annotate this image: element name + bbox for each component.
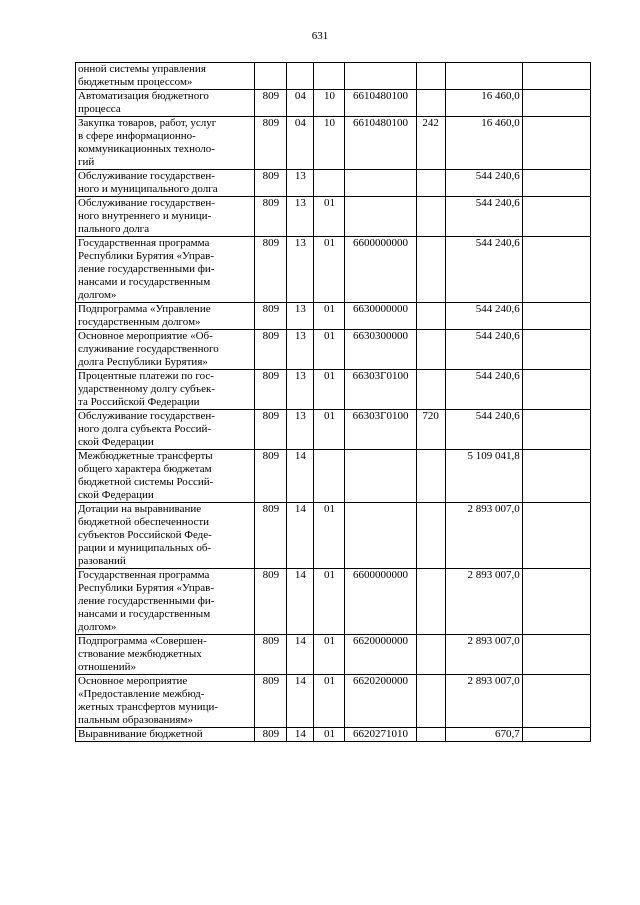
row-target-article-cell: 6610480100 xyxy=(345,90,416,117)
row-extra-cell xyxy=(522,675,590,728)
table-row xyxy=(76,170,591,197)
table-row xyxy=(76,410,591,450)
row-amount-cell: 2 893 007,0 xyxy=(445,569,522,635)
row-subsection-code-cell: 01 xyxy=(314,569,345,635)
row-name-cell: Основное мероприятие «Об- служивание государственного долга Республики Бурятия» xyxy=(76,330,255,370)
row-name-cell: Процентные платежи по гос- ударственному долгу субъек- та Российской Федерации xyxy=(76,370,255,410)
row-extra-cell xyxy=(522,635,590,675)
table-row xyxy=(76,330,591,370)
row-subsection-code-cell: 10 xyxy=(314,117,345,170)
row-name-cell: Подпрограмма «Управление государственным долгом» xyxy=(76,303,255,330)
table-row xyxy=(76,197,591,237)
row-amount-cell: 5 109 041,8 xyxy=(445,450,522,503)
row-target-article-cell: 66303Г0100 xyxy=(345,370,416,410)
row-expense-type-cell: 242 xyxy=(416,117,445,170)
row-ministry-code-cell: 809 xyxy=(255,569,287,635)
row-ministry-code-cell: 809 xyxy=(255,197,287,237)
row-target-article-cell xyxy=(345,503,416,569)
row-target-article-cell: 6620200000 xyxy=(345,675,416,728)
row-section-code-cell: 13 xyxy=(287,370,314,410)
row-amount-cell: 544 240,6 xyxy=(445,410,522,450)
row-amount-cell: 2 893 007,0 xyxy=(445,675,522,728)
row-target-article-cell: 66303Г0100 xyxy=(345,410,416,450)
table-row xyxy=(76,117,591,170)
row-amount-cell: 670,7 xyxy=(445,728,522,742)
row-target-article-cell xyxy=(345,197,416,237)
row-subsection-code-cell: 01 xyxy=(314,303,345,330)
row-amount-cell: 16 460,0 xyxy=(445,117,522,170)
row-ministry-code-cell: 809 xyxy=(255,117,287,170)
row-expense-type-cell xyxy=(416,635,445,675)
row-extra-cell xyxy=(522,410,590,450)
row-extra-cell xyxy=(522,237,590,303)
budget-table xyxy=(75,62,591,742)
row-section-code-cell: 13 xyxy=(287,197,314,237)
row-name-cell: Подпрограмма «Совершен- ствование межбюджетных отношений» xyxy=(76,635,255,675)
row-target-article-cell: 6600000000 xyxy=(345,237,416,303)
row-name-cell: Государственная программа Республики Бурятия «Управ- ление государственными фи- нансами и государственным долгом» xyxy=(76,237,255,303)
row-section-code-cell: 14 xyxy=(287,635,314,675)
table-row xyxy=(76,635,591,675)
row-extra-cell xyxy=(522,503,590,569)
row-subsection-code-cell: 01 xyxy=(314,330,345,370)
table-row xyxy=(76,503,591,569)
row-extra-cell xyxy=(522,90,590,117)
row-ministry-code-cell: 809 xyxy=(255,303,287,330)
row-amount-cell: 544 240,6 xyxy=(445,330,522,370)
table-row xyxy=(76,370,591,410)
row-ministry-code-cell: 809 xyxy=(255,410,287,450)
row-amount-cell: 544 240,6 xyxy=(445,370,522,410)
row-amount-cell: 544 240,6 xyxy=(445,303,522,330)
table-row xyxy=(76,450,591,503)
row-expense-type-cell xyxy=(416,569,445,635)
table-row xyxy=(76,90,591,117)
table-row xyxy=(76,303,591,330)
row-subsection-code-cell: 01 xyxy=(314,410,345,450)
row-subsection-code-cell: 01 xyxy=(314,503,345,569)
row-name-cell: Обслуживание государствен- ного долга субъекта Россий- ской Федерации xyxy=(76,410,255,450)
row-name-cell: онной системы управления бюджетным процессом» xyxy=(76,63,255,90)
row-target-article-cell xyxy=(345,450,416,503)
row-name-cell: Закупка товаров, работ, услуг в сфере информационно- коммуникационных техноло- гий xyxy=(76,117,255,170)
row-amount-cell: 544 240,6 xyxy=(445,237,522,303)
table-row xyxy=(76,569,591,635)
row-subsection-code-cell xyxy=(314,63,345,90)
row-expense-type-cell xyxy=(416,303,445,330)
row-name-cell: Основное мероприятие «Предоставление межбюд- жетных трансфертов муници- пальным образованиям» xyxy=(76,675,255,728)
budget-table-body xyxy=(76,63,591,742)
row-expense-type-cell xyxy=(416,503,445,569)
row-amount-cell xyxy=(445,63,522,90)
row-ministry-code-cell: 809 xyxy=(255,370,287,410)
row-section-code-cell: 14 xyxy=(287,569,314,635)
row-ministry-code-cell: 809 xyxy=(255,330,287,370)
row-amount-cell: 544 240,6 xyxy=(445,170,522,197)
row-section-code-cell: 13 xyxy=(287,303,314,330)
row-subsection-code-cell: 01 xyxy=(314,675,345,728)
row-extra-cell xyxy=(522,450,590,503)
row-section-code-cell: 13 xyxy=(287,410,314,450)
row-target-article-cell: 6600000000 xyxy=(345,569,416,635)
row-extra-cell xyxy=(522,117,590,170)
row-extra-cell xyxy=(522,728,590,742)
row-extra-cell xyxy=(522,330,590,370)
row-target-article-cell: 6630000000 xyxy=(345,303,416,330)
row-amount-cell: 2 893 007,0 xyxy=(445,503,522,569)
row-target-article-cell xyxy=(345,63,416,90)
row-section-code-cell: 14 xyxy=(287,728,314,742)
row-section-code-cell: 14 xyxy=(287,503,314,569)
row-amount-cell: 2 893 007,0 xyxy=(445,635,522,675)
row-expense-type-cell: 720 xyxy=(416,410,445,450)
table-row xyxy=(76,675,591,728)
row-name-cell: Обслуживание государствен- ного и муниципального долга xyxy=(76,170,255,197)
row-target-article-cell: 6620271010 xyxy=(345,728,416,742)
row-subsection-code-cell: 01 xyxy=(314,635,345,675)
row-ministry-code-cell: 809 xyxy=(255,728,287,742)
row-ministry-code-cell: 809 xyxy=(255,450,287,503)
row-name-cell: Дотации на выравнивание бюджетной обеспеченности субъектов Российской Феде- рации и муниципальных об- разований xyxy=(76,503,255,569)
row-target-article-cell: 6620000000 xyxy=(345,635,416,675)
row-amount-cell: 544 240,6 xyxy=(445,197,522,237)
row-expense-type-cell xyxy=(416,237,445,303)
row-expense-type-cell xyxy=(416,370,445,410)
row-target-article-cell: 6630300000 xyxy=(345,330,416,370)
row-section-code-cell: 13 xyxy=(287,330,314,370)
row-expense-type-cell xyxy=(416,90,445,117)
row-ministry-code-cell: 809 xyxy=(255,237,287,303)
row-ministry-code-cell xyxy=(255,63,287,90)
row-subsection-code-cell: 01 xyxy=(314,197,345,237)
row-name-cell: Государственная программа Республики Бурятия «Управ- ление государственными фи- нансами и государственным долгом» xyxy=(76,569,255,635)
row-ministry-code-cell: 809 xyxy=(255,503,287,569)
row-expense-type-cell xyxy=(416,170,445,197)
row-extra-cell xyxy=(522,197,590,237)
row-extra-cell xyxy=(522,63,590,90)
row-subsection-code-cell: 01 xyxy=(314,237,345,303)
row-section-code-cell: 13 xyxy=(287,237,314,303)
row-extra-cell xyxy=(522,569,590,635)
row-ministry-code-cell: 809 xyxy=(255,90,287,117)
row-subsection-code-cell: 01 xyxy=(314,728,345,742)
row-subsection-code-cell xyxy=(314,170,345,197)
row-section-code-cell: 14 xyxy=(287,450,314,503)
table-row xyxy=(76,63,591,90)
row-section-code-cell: 04 xyxy=(287,117,314,170)
page-number: 631 xyxy=(311,30,329,42)
row-expense-type-cell xyxy=(416,450,445,503)
row-section-code-cell: 14 xyxy=(287,675,314,728)
row-section-code-cell xyxy=(287,63,314,90)
row-section-code-cell: 13 xyxy=(287,170,314,197)
row-name-cell: Выравнивание бюджетной xyxy=(76,728,255,742)
table-row xyxy=(76,237,591,303)
row-name-cell: Межбюджетные трансферты общего характера бюджетам бюджетной системы Россий- ской Федерации xyxy=(76,450,255,503)
row-subsection-code-cell: 01 xyxy=(314,370,345,410)
row-expense-type-cell xyxy=(416,330,445,370)
row-expense-type-cell xyxy=(416,675,445,728)
row-subsection-code-cell xyxy=(314,450,345,503)
row-target-article-cell xyxy=(345,170,416,197)
row-name-cell: Обслуживание государствен- ного внутреннего и муници- пального долга xyxy=(76,197,255,237)
row-extra-cell xyxy=(522,370,590,410)
row-expense-type-cell xyxy=(416,63,445,90)
row-extra-cell xyxy=(522,303,590,330)
row-expense-type-cell xyxy=(416,197,445,237)
row-expense-type-cell xyxy=(416,728,445,742)
row-section-code-cell: 04 xyxy=(287,90,314,117)
row-ministry-code-cell: 809 xyxy=(255,170,287,197)
table-row xyxy=(76,728,591,742)
row-extra-cell xyxy=(522,170,590,197)
row-ministry-code-cell: 809 xyxy=(255,675,287,728)
row-target-article-cell: 6610480100 xyxy=(345,117,416,170)
row-amount-cell: 16 460,0 xyxy=(445,90,522,117)
row-name-cell: Автоматизация бюджетного процесса xyxy=(76,90,255,117)
row-ministry-code-cell: 809 xyxy=(255,635,287,675)
row-subsection-code-cell: 10 xyxy=(314,90,345,117)
